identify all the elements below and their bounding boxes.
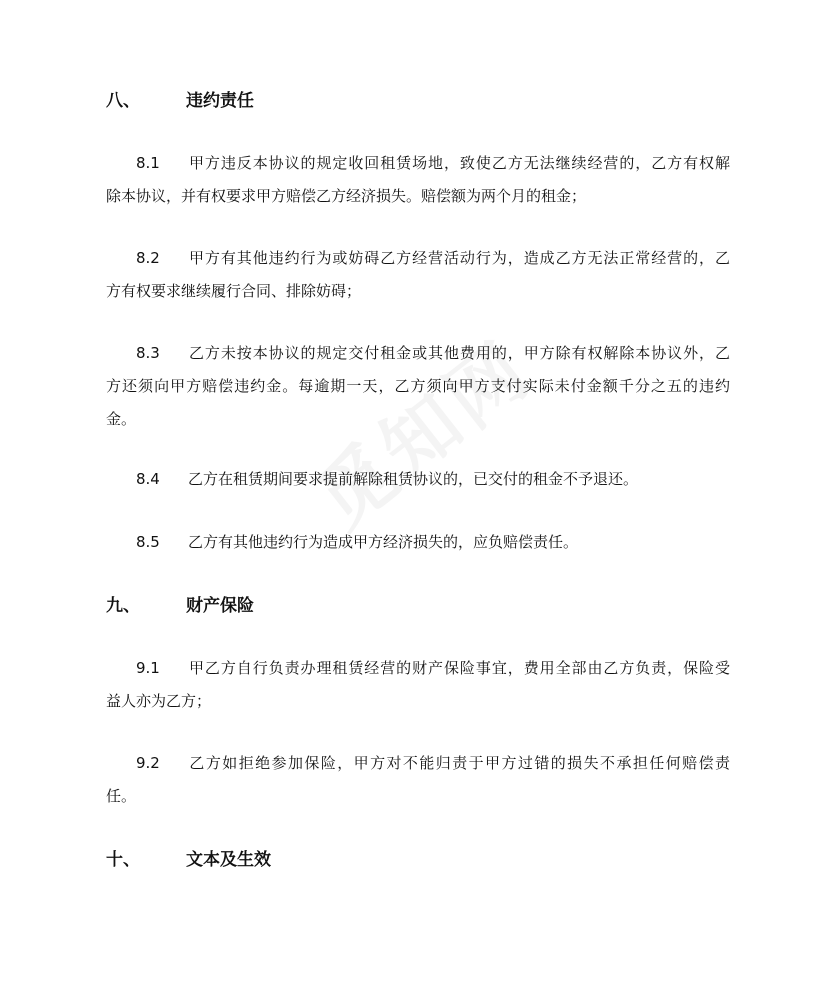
clause-number: 8.5: [136, 533, 160, 551]
clause-number: 8.4: [136, 470, 160, 488]
clause-text: 乙方如拒绝参加保险，甲方对不能归责于甲方过错的损失不承担任何赔偿责: [188, 754, 730, 772]
section-number: 九、: [106, 596, 140, 616]
clause-line: [106, 526, 730, 559]
clause-9-2: [106, 747, 730, 813]
section-title: 违约责任: [186, 91, 254, 111]
clause-line: [106, 147, 730, 180]
clause-8-4: [106, 463, 730, 496]
clause-text: 乙方在租赁期间要求提前解除租赁协议的，已交付的租金不予退还。: [188, 470, 639, 488]
section-title: 文本及生效: [186, 850, 271, 870]
section-number: 八、: [106, 91, 140, 111]
clause-8-5: [106, 526, 730, 559]
clause-line: 除本协议，并有权要求甲方赔偿乙方经济损失。赔偿额为两个月的租金；: [106, 187, 587, 205]
clause-line: [106, 463, 730, 496]
clause-line: [106, 242, 730, 275]
clause-line: 方还须向甲方赔偿违约金。每逾期一天，乙方须向甲方支付实际未付金额千分之五的违约: [106, 377, 730, 395]
clause-line: [106, 337, 730, 370]
clause-number: 8.3: [136, 344, 160, 362]
clause-number: 8.1: [136, 154, 160, 172]
clause-number: 9.1: [136, 659, 160, 677]
section-number: 十、: [106, 850, 140, 870]
section-heading-9: [106, 594, 254, 618]
section-title: 财产保险: [186, 596, 254, 616]
clause-8-2: [106, 242, 730, 308]
clause-8-1: [106, 147, 730, 213]
clause-number: 9.2: [136, 754, 160, 772]
clause-text: 甲方有其他违约行为或妨碍乙方经营活动行为，造成乙方无法正常经营的，乙: [188, 249, 730, 267]
section-heading-8: [106, 89, 254, 113]
clause-number: 8.2: [136, 249, 160, 267]
clause-line: [106, 652, 730, 685]
clause-text: 甲方违反本协议的规定收回租赁场地，致使乙方无法继续经营的，乙方有权解: [188, 154, 730, 172]
clause-line: 金。: [106, 410, 137, 428]
section-heading-10: [106, 848, 271, 872]
clause-line: 方有权要求继续履行合同、排除妨碍；: [106, 282, 362, 300]
clause-text: 甲乙方自行负责办理租赁经营的财产保险事宜，费用全部由乙方负责，保险受: [188, 659, 730, 677]
clause-line: [106, 747, 730, 780]
clause-8-3: [106, 337, 730, 436]
clause-text: 乙方未按本协议的规定交付租金或其他费用的，甲方除有权解除本协议外，乙: [188, 344, 730, 362]
clause-9-1: [106, 652, 730, 718]
clause-line: 任。: [106, 787, 137, 805]
clause-line: 益人亦为乙方；: [106, 692, 212, 710]
clause-text: 乙方有其他违约行为造成甲方经济损失的，应负赔偿责任。: [188, 533, 579, 551]
